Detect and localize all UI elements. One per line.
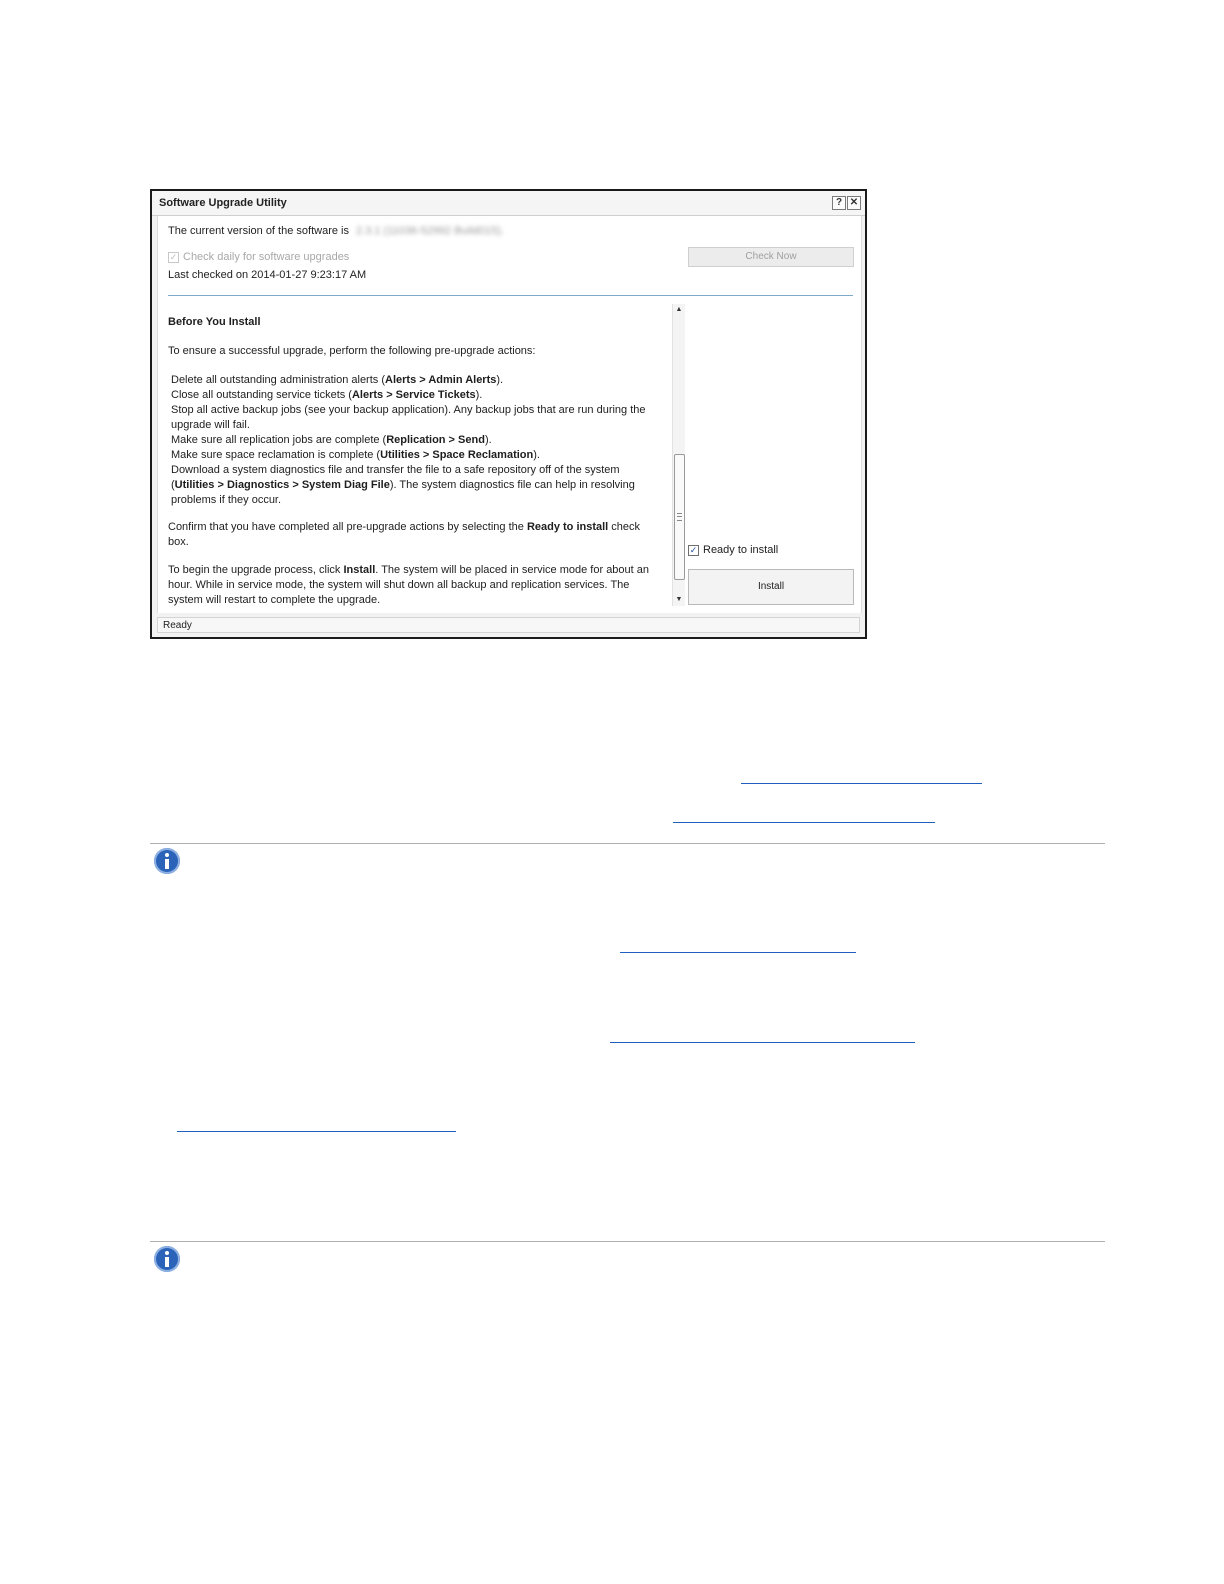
grip-icon	[677, 513, 682, 521]
check-daily-label: Check daily for software upgrades	[183, 251, 350, 263]
status-bar	[152, 614, 865, 636]
confirm-paragraph: Confirm that you have completed all pre-upgrade actions by selecting the Ready to install check box.	[168, 521, 641, 548]
version-value: 2.3.1 (11036-52992 Build015).	[356, 225, 504, 237]
version-prefix: The current version of the software is	[168, 225, 349, 237]
note-divider	[150, 1241, 1105, 1242]
instructions-pane[interactable]	[168, 304, 683, 606]
note-divider	[150, 843, 1105, 844]
instructions-text	[168, 304, 660, 608]
list-item: Make sure all replication jobs are complete (Replication > Send).	[171, 434, 492, 446]
check-now-button[interactable]: Check Now	[688, 247, 854, 267]
scrollbar-thumb[interactable]	[674, 454, 685, 580]
list-item: Delete all outstanding administration alerts (Alerts > Admin Alerts).	[171, 374, 504, 386]
help-icon[interactable]: ?	[832, 196, 846, 210]
link-underline[interactable]	[741, 783, 982, 784]
instructions-intro: To ensure a successful upgrade, perform the following pre-upgrade actions:	[168, 345, 536, 357]
info-icon	[154, 1246, 180, 1272]
link-underline[interactable]	[620, 952, 856, 953]
scroll-down-icon[interactable]: ▼	[675, 596, 683, 603]
scroll-up-icon[interactable]: ▲	[675, 306, 683, 313]
dialog-titlebar	[152, 191, 865, 216]
ready-to-install-checkbox[interactable]	[688, 544, 778, 556]
link-underline[interactable]	[610, 1042, 915, 1043]
last-checked-text: Last checked on 2014-01-27 9:23:17 AM	[168, 269, 367, 281]
checkmark-icon: ✓	[689, 544, 698, 555]
ready-to-install-label: Ready to install	[703, 544, 779, 556]
status-field	[157, 617, 860, 633]
status-text: Ready	[163, 620, 192, 631]
list-item: Make sure space reclamation is complete (Utilities > Space Reclamation).	[171, 449, 540, 461]
link-underline[interactable]	[177, 1131, 456, 1132]
checkmark-icon: ✓	[169, 251, 178, 262]
link-underline[interactable]	[673, 822, 935, 823]
vertical-scrollbar[interactable]	[672, 304, 685, 606]
current-version-line	[168, 225, 504, 237]
pre-upgrade-actions-list	[168, 373, 660, 508]
list-item: Download a system diagnostics file and transfer the file to a safe repository off of the system (Utilities > Diagnostics > System Diag File). The system diagnostics file can help in resolving problems if they occur.	[171, 464, 635, 506]
info-icon	[154, 848, 180, 874]
close-icon[interactable]: ✕	[847, 196, 861, 210]
dialog-content	[157, 216, 862, 613]
instructions-heading: Before You Install	[168, 316, 261, 328]
check-daily-checkbox[interactable]	[168, 251, 349, 263]
software-upgrade-dialog	[150, 189, 867, 639]
section-divider	[168, 295, 853, 296]
begin-paragraph: To begin the upgrade process, click Install. The system will be placed in service mode for about an hour. While in service mode, the system will shut down all backup and replication services. The system will restart to complete the upgrade.	[168, 564, 650, 606]
list-item: Close all outstanding service tickets (Alerts > Service Tickets).	[171, 389, 483, 401]
dialog-title: Software Upgrade Utility	[159, 197, 287, 209]
list-item: Stop all active backup jobs (see your backup application). Any backup jobs that are run during the upgrade will fail.	[171, 404, 646, 431]
install-button[interactable]: Install	[688, 569, 854, 605]
